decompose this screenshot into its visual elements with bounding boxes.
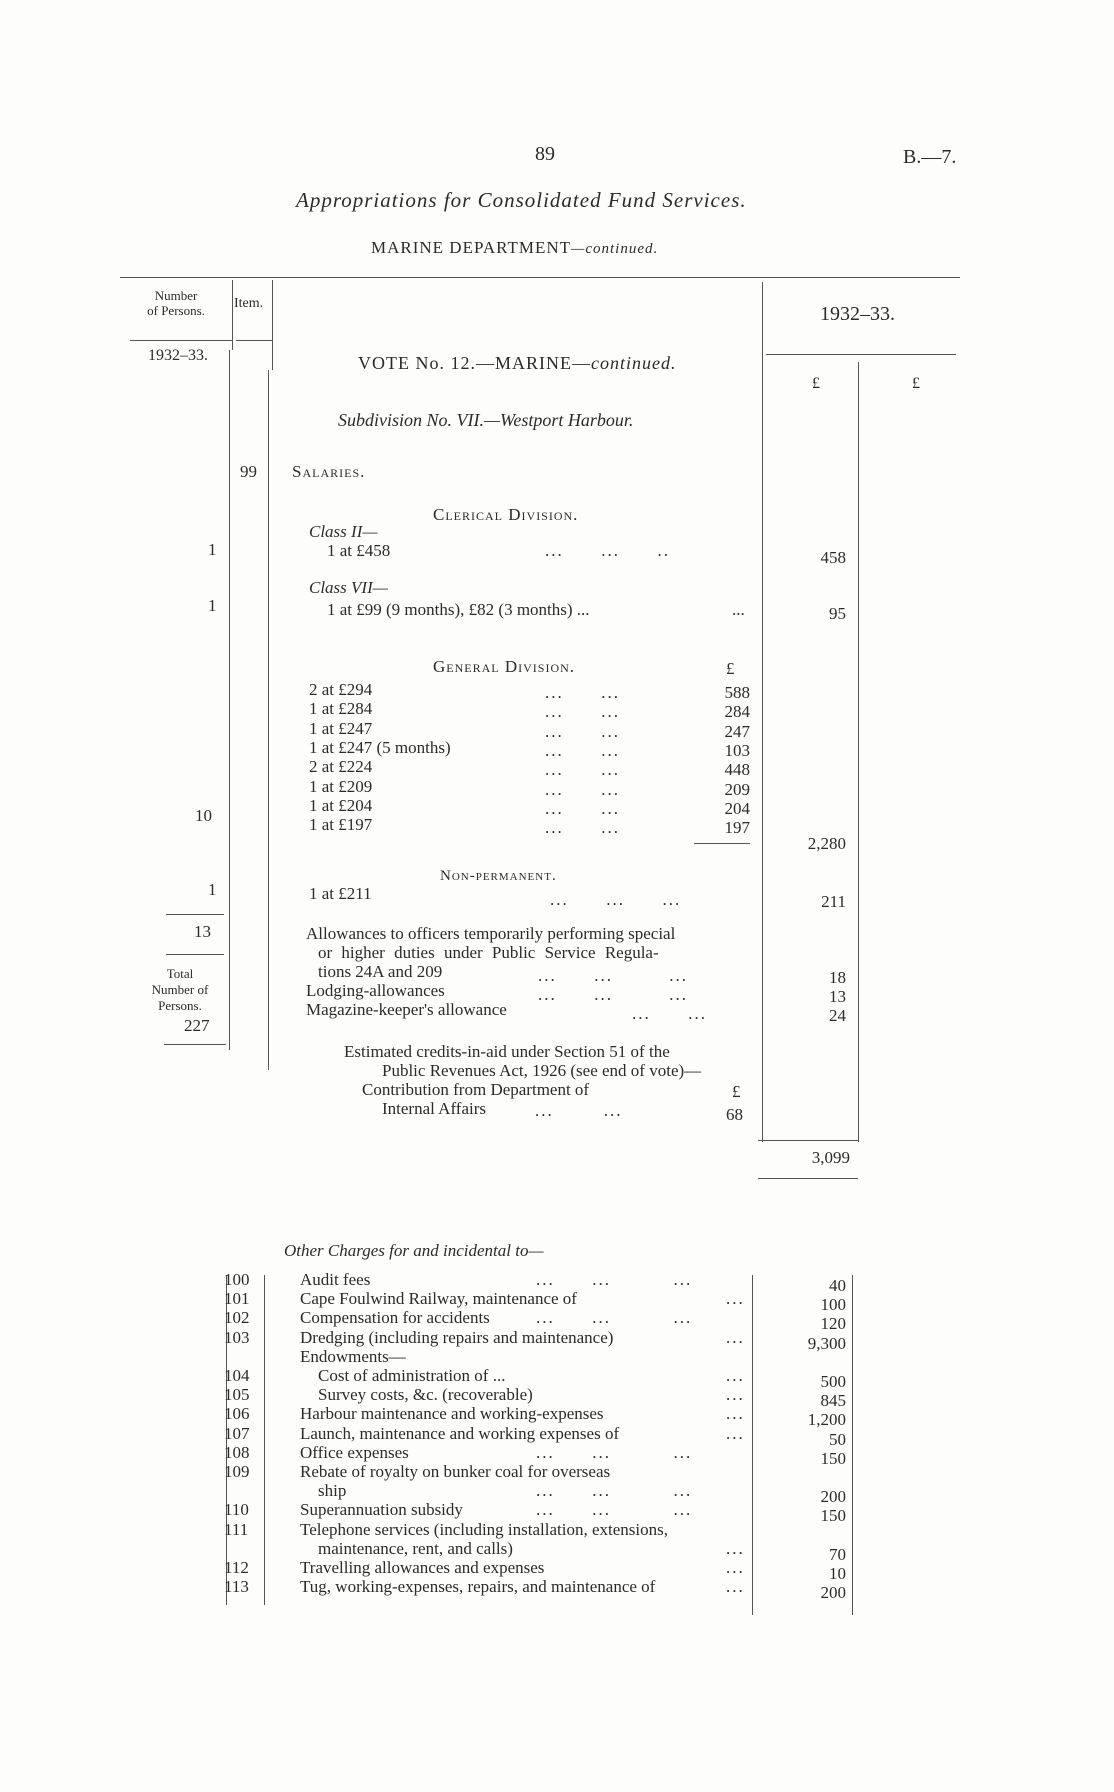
general-heading: General Division.: [433, 657, 576, 676]
general-row-dots: ... ...: [545, 818, 620, 838]
grand-total: 3,099: [811, 1148, 850, 1167]
vote-title: [358, 353, 676, 374]
magazine-dots: ... ...: [632, 1004, 707, 1023]
other-row-dots: ...: [726, 1327, 745, 1347]
other-row-item: 106: [224, 1404, 250, 1424]
col-header-item: Item.: [234, 296, 264, 311]
department-name: MARINE DEPARTMENT: [371, 238, 571, 257]
other-row-label: ship: [318, 1481, 347, 1501]
persons-total-rule: [166, 954, 224, 955]
header-rule-item: [236, 340, 272, 341]
nonperm-persons: 1: [208, 880, 217, 899]
other-row-label: Superannuation subsidy: [300, 1500, 463, 1520]
other-row-item: 103: [224, 1327, 250, 1347]
lodging-dots: ... ... ...: [538, 985, 688, 1004]
col-header-year: 1932–33.: [820, 303, 895, 325]
other-row-item: 100: [224, 1270, 250, 1289]
general-pound: £: [726, 659, 735, 678]
general-row-label: 1 at £197: [309, 815, 373, 835]
lodging-amount: 13: [829, 987, 846, 1006]
credits-line-2: Public Revenues Act, 1926 (see end of vote)—: [382, 1061, 702, 1080]
class7-dots: ...: [732, 600, 745, 619]
other-row-amount: 200: [820, 1583, 846, 1603]
other-col-amount: [752, 1275, 753, 1615]
other-row-label: Dredging (including repairs and maintenance): [300, 1327, 614, 1347]
other-row-amount: 200: [820, 1487, 846, 1507]
other-row-dots: ...: [726, 1404, 745, 1424]
vote-title-suffix: continued.: [591, 353, 677, 373]
other-row-label: Survey costs, &c. (recoverable): [318, 1385, 533, 1405]
pound-col-2: £: [912, 375, 920, 392]
other-col-pound: [852, 1275, 853, 1615]
other-row-item: 101: [224, 1289, 250, 1309]
vote-title-text: VOTE No. 12.—MARINE—: [358, 353, 591, 373]
other-row-label: Office expenses: [300, 1442, 409, 1462]
other-row-amount: 9,300: [807, 1333, 846, 1353]
other-row-amount: 10: [829, 1564, 846, 1583]
magazine-label: Magazine-keeper's allowance: [306, 1000, 507, 1019]
other-row-item: 104: [224, 1366, 250, 1385]
general-row-dots: ... ...: [545, 721, 620, 741]
header-rule-year: [766, 354, 956, 355]
other-row-item: 109: [224, 1462, 250, 1481]
general-row-label: 2 at £294: [309, 680, 373, 699]
department-suffix: —continued.: [571, 241, 659, 257]
nonperm-amount: 211: [821, 892, 846, 911]
other-row-item: 108: [224, 1442, 250, 1462]
general-persons: 10: [195, 806, 212, 825]
general-row-label: 1 at £209: [309, 776, 373, 796]
salaries-label: Salaries.: [292, 462, 366, 481]
other-row-amount: 150: [820, 1506, 846, 1526]
general-row-amount: 209: [724, 779, 750, 799]
col-divider-persons-lower: [229, 350, 230, 1050]
class2-dots: ... ... ..: [545, 541, 670, 560]
clerical-heading: Clerical Division.: [433, 505, 579, 524]
other-row-item: 107: [224, 1423, 250, 1443]
other-row-label: Endowments—: [300, 1346, 406, 1366]
class7-persons: 1: [208, 596, 217, 615]
other-row-item: 111: [224, 1519, 249, 1539]
other-row-dots: ... ... ...: [536, 1481, 693, 1501]
nonperm-heading: Non-permanent.: [440, 868, 557, 884]
page-title: Appropriations for Consolidated Fund Services.: [296, 188, 747, 212]
allowances-line-2: or higher duties under Public Service Regula-: [318, 943, 659, 962]
header-rule-persons: [130, 340, 232, 341]
other-row-dots: ...: [726, 1577, 745, 1597]
other-row-item: 105: [224, 1385, 250, 1405]
magazine-amount: 24: [829, 1006, 846, 1025]
general-row-dots: ... ...: [545, 779, 620, 799]
general-row-dots: ... ...: [545, 683, 620, 702]
subdivision-title: Subdivision No. VII.—Westport Harbour.: [338, 410, 634, 430]
col-divider-item-lower: [268, 370, 269, 1070]
credits-dots: ... ...: [535, 1101, 623, 1120]
other-row-amount: 845: [820, 1391, 846, 1411]
col-header-persons-l1: Number: [154, 288, 198, 303]
other-col-item: [264, 1275, 265, 1605]
general-row-dots: ... ...: [545, 740, 620, 760]
other-row-amount: 100: [820, 1295, 846, 1315]
other-row-dots: ...: [726, 1366, 745, 1385]
other-row-item: 102: [224, 1308, 250, 1328]
general-row-dots: ... ...: [545, 798, 620, 818]
total-persons-rule: [164, 1044, 226, 1045]
class2-amount: 458: [820, 548, 846, 567]
col-header-persons-l2: of Persons.: [147, 303, 205, 318]
other-row-dots: ...: [726, 1289, 745, 1309]
allowances-line-1: Allowances to officers temporarily performing special: [306, 924, 676, 943]
other-row-item: 112: [224, 1558, 249, 1577]
class2-line: 1 at £458: [327, 541, 391, 560]
nonperm-line: 1 at £211: [309, 884, 372, 903]
general-total: 2,280: [807, 834, 846, 853]
class7-label: Class VII—: [309, 578, 388, 597]
general-row-label: 1 at £204: [309, 795, 373, 815]
other-row-dots: ... ... ...: [536, 1308, 693, 1328]
total-label-1: Total: [166, 966, 194, 981]
document-reference: B.—7.: [903, 146, 957, 168]
other-row-label: Audit fees: [300, 1270, 371, 1289]
other-row-label: maintenance, rent, and calls): [318, 1538, 513, 1558]
other-row-label: Tug, working-expenses, repairs, and maintenance of: [300, 1577, 656, 1597]
persons-year: 1932–33.: [148, 347, 208, 364]
general-row-label: 1 at £247 (5 months): [309, 737, 451, 757]
general-row-amount: 197: [724, 818, 750, 838]
other-row-item: 113: [224, 1577, 249, 1597]
general-row-label: 1 at £284: [309, 699, 373, 719]
other-row-amount: 120: [820, 1314, 846, 1334]
general-row-label: 2 at £224: [309, 757, 373, 777]
credits-line-4: Internal Affairs: [382, 1099, 487, 1118]
col-divider-pound: [858, 362, 859, 1142]
lodging-label: Lodging-allowances: [306, 981, 445, 1000]
allowances-line-3: tions 24A and 209: [318, 962, 443, 981]
other-row-dots: ...: [726, 1558, 745, 1577]
credits-line-3: Contribution from Department of: [362, 1080, 590, 1099]
other-charges-heading: Other Charges for and incidental to—: [284, 1241, 544, 1260]
total-label-3: Persons.: [158, 998, 202, 1013]
allowances-amount: 18: [829, 968, 846, 987]
other-row-dots: ...: [726, 1423, 745, 1443]
other-row-dots: ... ... ...: [536, 1500, 693, 1520]
credits-pound: £: [732, 1082, 741, 1101]
credits-amount: 68: [726, 1105, 743, 1124]
pound-col-1: £: [812, 375, 820, 392]
general-row-amount: 284: [724, 702, 750, 722]
general-row-amount: 204: [724, 798, 750, 818]
other-row-dots: ... ... ...: [536, 1442, 693, 1462]
total-persons: 227: [184, 1016, 210, 1035]
other-row-label: Rebate of royalty on bunker coal for overseas: [300, 1462, 611, 1481]
col-divider-persons: [232, 280, 233, 350]
general-row-dots: ... ...: [545, 760, 620, 780]
other-row-amount: 50: [829, 1429, 846, 1449]
other-row-amount: 70: [829, 1544, 846, 1564]
total-label-2: Number of: [151, 982, 209, 997]
other-row-amount: 150: [820, 1448, 846, 1468]
allowances-dots: ... ... ...: [538, 966, 688, 985]
other-row-label: Harbour maintenance and working-expenses: [300, 1404, 604, 1424]
total-persons-label: [136, 966, 224, 1014]
general-row-dots: ... ...: [545, 702, 620, 722]
table-top-rule: [120, 277, 960, 278]
col-header-persons: [126, 288, 226, 318]
other-row-label: Launch, maintenance and working expenses of: [300, 1423, 620, 1443]
other-row-amount: 500: [820, 1372, 846, 1391]
class7-amount: 95: [829, 604, 846, 623]
general-row-amount: 103: [724, 740, 750, 760]
col-divider-item: [272, 280, 273, 370]
other-row-dots: ...: [726, 1538, 745, 1558]
general-row-label: 1 at £247: [309, 718, 373, 738]
col-divider-amount: [762, 282, 763, 1142]
general-subtotal-rule: [694, 843, 750, 844]
other-row-amount: 40: [829, 1276, 846, 1295]
other-row-dots: ...: [726, 1385, 745, 1405]
general-row-amount: 588: [724, 683, 750, 702]
other-row-label: Cost of administration of ...: [318, 1366, 506, 1385]
grand-total-top-rule: [758, 1140, 858, 1141]
grand-total-bottom-rule: [758, 1178, 858, 1179]
page-number: 89: [535, 143, 555, 165]
other-row-label: Travelling allowances and expenses: [300, 1558, 545, 1577]
general-row-amount: 247: [724, 721, 750, 741]
other-row-label: Compensation for accidents: [300, 1308, 490, 1328]
nonperm-dots: ... ... ...: [550, 890, 682, 909]
general-row-amount: 448: [724, 760, 750, 780]
other-row-label: Telephone services (including installation, extensions,: [300, 1519, 668, 1539]
other-row-label: Cape Foulwind Railway, maintenance of: [300, 1289, 577, 1309]
salaries-item: 99: [240, 462, 257, 481]
class7-line: 1 at £99 (9 months), £82 (3 months) ...: [327, 600, 590, 619]
other-row-item: 110: [224, 1500, 249, 1520]
credits-line-1: Estimated credits-in-aid under Section 51 of the: [344, 1042, 670, 1061]
persons-subtotal-rule: [166, 914, 224, 915]
department-heading: [371, 238, 658, 258]
class2-label: Class II—: [309, 522, 378, 541]
persons-subtotal: 13: [194, 922, 211, 941]
class2-persons: 1: [208, 540, 217, 559]
other-row-amount: 1,200: [807, 1410, 846, 1430]
other-row-dots: ... ... ...: [536, 1270, 693, 1289]
